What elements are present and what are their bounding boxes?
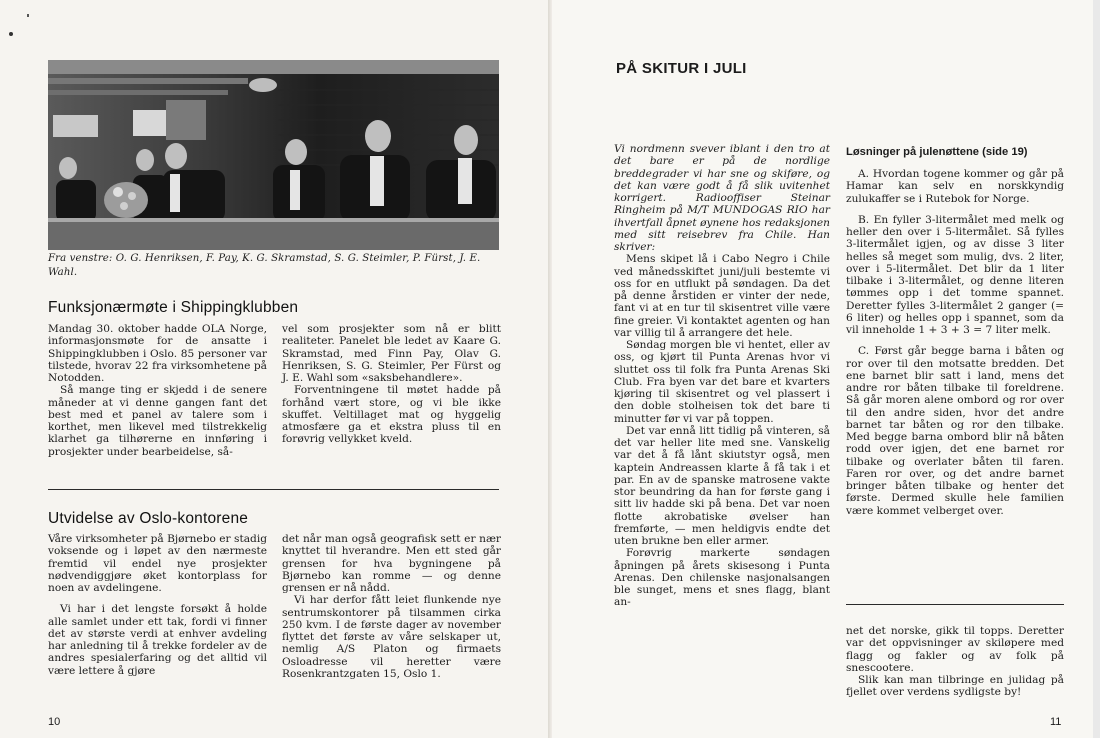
solutions-title: Løsninger på julenøttene (side 19) <box>846 146 1028 158</box>
intro-paragraph: Vi nordmenn svever iblant i den tro at det bare er på de nordlige breddegrader vi har sne og skiføre, og det kan være godt å få slik uvitenhet korrigert. Radiooffiser Steinar Ringheim på M/T MUNDOGAS RIO har ihvertfall åpnet øynene hos redaksjonen med sitt reisebrev fra Chile. Han skriver: <box>614 143 830 253</box>
paragraph: Det var ennå litt tidlig på vinteren, så det var heller lite med sne. Vanskelig var det å få lånt skiutstyr også, men kaptein Andreassen klarte å få tak i et par. En av de spanske matrosene vakte stor beundring da han for første gang i sitt liv hadde ski på bena. Det var noen flotte akrobatiske øvelser han fremførte, — men heldigvis endte det uten brukne ben eller armer. <box>614 424 830 547</box>
scan-speck <box>9 32 13 36</box>
article-continuation <box>846 625 1064 699</box>
paragraph: Forøvrig markerte søndagen åpningen på årets skisesong i Punta Arenas. Den chilenske nasjonalsangen ble sunget, mens et snes flagg, blant an- <box>614 547 830 609</box>
article-column <box>614 143 830 609</box>
article-title: Funksjonærmøte i Shippingklubben <box>48 299 299 316</box>
divider <box>48 489 499 490</box>
paragraph: Mens skipet lå i Cabo Negro i Chile ved månedsskiftet juni/juli bestemte vi oss for en utflukt på søndagen. Da det på denne årstiden er vinter der nede, fant vi at en tur til skisentret ville være fine greier. Vi kontaktet agenten og han var villig til å arrangere det hele. <box>614 253 830 339</box>
article-column <box>282 533 501 680</box>
meeting-photo <box>48 60 499 250</box>
solutions-column <box>846 168 1064 517</box>
scan-speck <box>27 14 29 17</box>
paragraph: Vi har derfor fått leiet flunkende nye sentrumskontorer på tilsammen cirka 250 kvm. I de første dager av november flyttet det første av våre selskaper ut, nemlig A/S Platon og firmaets Osloadresse vil heretter være Rosenkrantzgaten 15, Oslo 1. <box>282 594 501 680</box>
page-edge <box>1093 0 1100 738</box>
photo-caption: Fra venstre: O. G. Henriksen, F. Pay, K. G. Skramstad, S. G. Steimler, P. Fürst, J. E. Wahl. <box>48 253 481 278</box>
paragraph: net det norske, gikk til topps. Deretter var det oppvisninger av skiløpere med flagg og fakler og av folk på snescootere. <box>846 625 1064 674</box>
page-number: 11 <box>1050 716 1062 728</box>
paragraph: Våre virksomheter på Bjørnebo er stadig voksende og i løpet av den nærmeste fremtid vil endel nye prosjekter nødvendiggjøre øket kontorplass for noen av avdelingene. <box>48 533 267 594</box>
article-column <box>48 533 267 677</box>
paragraph: Så mange ting er skjedd i de senere måneder at vi denne gangen fant det best med et panel av talere som i korthet, men likevel med tilstrekkelig klarhet ga tilhørerne en innføring i prosjekter under bearbeidelse, så- <box>48 384 267 458</box>
paragraph: Slik kan man tilbringe en julidag på fjellet over verdens sydligste by! <box>846 674 1064 699</box>
paragraph: Forventningene til møtet hadde på forhånd vært store, og vi ble ikke skuffet. Veltillaget mat og hyggelig atmosfære ga et ekstra pluss til en forøvrig vellykket kveld. <box>282 384 501 446</box>
article-column <box>282 323 501 446</box>
solution-item: A. Hvordan togene kommer og går på Hamar kan selv en norskkyndig zulukaffer se i Rutebok for Norge. <box>846 168 1064 205</box>
page-gutter <box>548 0 552 738</box>
page-number: 10 <box>48 716 61 728</box>
solution-item: B. En fyller 3-litermålet med melk og heller den over i 5-litermålet. Så fylles 3-litermålet igjen, og av disse 3 liter helles så meget som mulig, dvs. 2 liter, over i 5-litermålet. Det blir da 1 liter tilbake i 3-litermålet, og denne literen tømmes opp i det tomme spannet. Deretter fylles 3-litermålet 2 ganger (= 6 liter) og helles opp i spannet, som da vil inneholde 1 + 3 + 3 = 7 liter melk. <box>846 213 1064 336</box>
paragraph: vel som prosjekter som nå er blitt realiteter. Panelet ble ledet av Kaare G. Skramstad, med Finn Pay, Olav G. Henriksen, S. G. Steimler, Per Fürst og J. E. Wahl som «saksbehandlere». <box>282 323 501 384</box>
photo-illustration <box>48 60 499 250</box>
article-title: Utvidelse av Oslo-kontorene <box>48 510 249 527</box>
paragraph: det når man også geografisk sett er nær knyttet til hverandre. Men ett sted går grensen for hva bygningene på Bjørnebo kan romme — og denne grensen er nå nådd. <box>282 533 501 594</box>
paragraph: Søndag morgen ble vi hentet, eller av oss, og kjørt til Punta Arenas hvor vi sluttet oss til folk fra Punta Arenas Ski Club. Fra byen var det bare et kvarters kjøring til skisentret og vel plassert i den doble stolheisen tok det bare ti minutter før vi var på toppen. <box>614 339 830 425</box>
divider <box>846 604 1064 605</box>
paragraph: Mandag 30. oktober hadde OLA Norge, informasjonsmøte for de ansatte i Shippingklubben i Oslo. 85 personer var tilstede, hvorav 22 fra virksomhetene på Notodden. <box>48 323 267 384</box>
solution-item: C. Først går begge barna i båten og ror over til den motsatte bredden. Det ene barnet blir satt i land, mens det andre ror båten tilbake til foreldrene. Så går moren alene ombord og ror over til den andre siden, hvor det andre barnet tar båten og ror den tilbake. Med begge barna ombord blir nå båten rodd over igjen, det ene barnet ror tilbake og overlater båten til faren. Faren ror over, og det andre barnet bringer båten tilbake og henter det første. Dermed skulle hele familien være kommet velberget over. <box>846 345 1064 517</box>
article-title: PÅ SKITUR I JULI <box>616 60 747 77</box>
article-column <box>48 323 267 458</box>
paragraph: Vi har i det lengste forsøkt å holde alle samlet under ett tak, fordi vi finner det av største verdi at enhver avdeling har anledning til å trekke fordeler av de andres spesialerfaring og det alltid vil være lettere å gjøre <box>48 603 267 677</box>
